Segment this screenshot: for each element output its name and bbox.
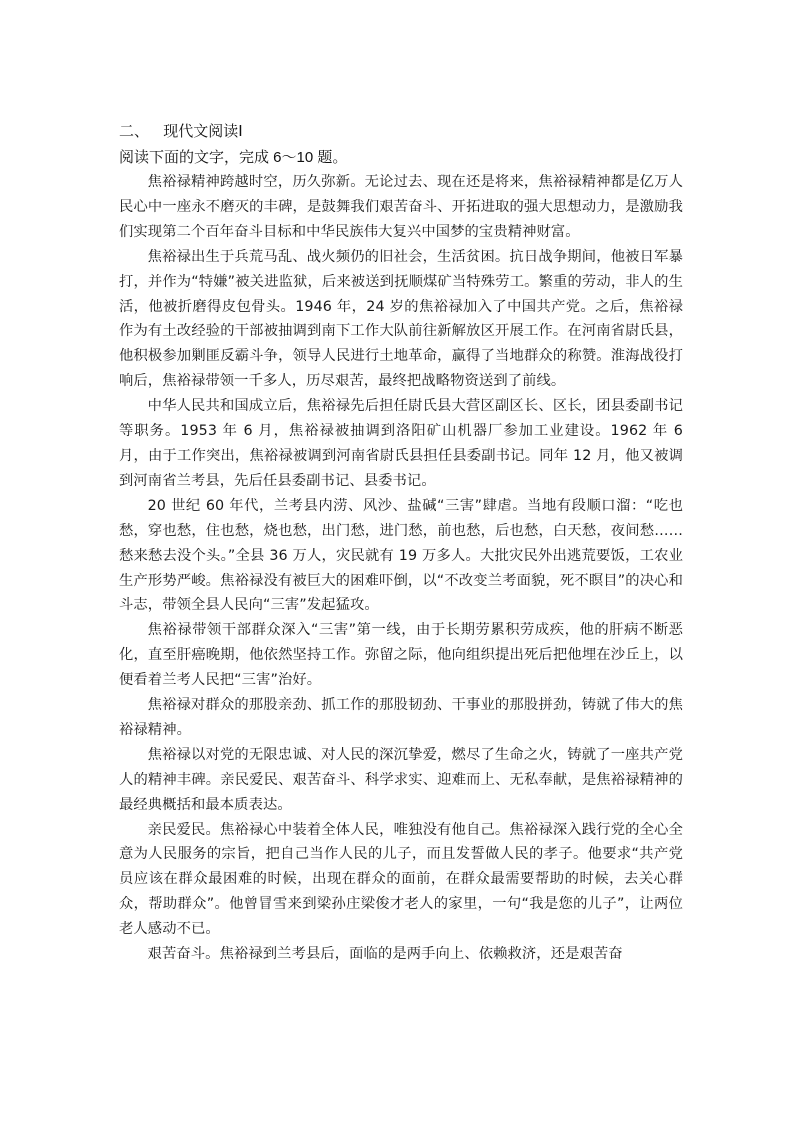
paragraph: 艰苦奋斗。焦裕禄到兰考县后，面临的是两手向上、依赖救济，还是艰苦奋 [147,946,623,963]
instruction-text: 阅读下面的文字，完成 6～10 题。 [119,149,348,166]
paragraph: 焦裕禄精神跨越时空，历久弥新。无论过去、现在还是将来，焦裕禄精神都是亿万人民心中一座永不磨灭的丰碑，是鼓舞我们艰苦奋斗、开拓进取的强大思想动力，是激励我们实现第二个百年奋斗目标和中华民族伟大复兴中国梦的宝贵精神财富。 [119,174,683,240]
section-title: 现代文阅读Ⅰ [163,123,243,140]
paragraph: 焦裕禄带领干部群众深入“三害”第一线，由于长期劳累积劳成疾，他的肝病不断恶化，直至肝癌晚期，他依然坚持工作。弥留之际，他向组织提出死后把他埋在沙丘上，以便看着兰考人民把“三害”治好。 [119,622,683,689]
document-page [119,120,683,967]
section-heading [119,120,683,144]
section-number: 二、 [119,123,150,140]
paragraph: 焦裕禄对群众的那股亲劲、抓工作的那股韧劲、干事业的那股拼劲，铸就了伟大的焦裕禄精神。 [119,697,683,738]
paragraph: 亲民爱民。焦裕禄心中装着全体人民，唯独没有他自己。焦裕禄深入践行党的全心全意为人民服务的宗旨，把自己当作人民的儿子，而且发誓做人民的孝子。他要求“共产党员应该在群众最困难的时候，出现在群众的面前，在群众最需要帮助的时候，去关心群众，帮助群众”。他曾冒雪来到梁孙庄梁俊才老人的家里，一句“我是您的儿子”，让两位老人感动不已。 [119,821,683,938]
paragraph: 焦裕禄以对党的无限忠诚、对人民的深沉挚爱，燃尽了生命之火，铸就了一座共产党人的精神丰碑。亲民爱民、艰苦奋斗、科学求实、迎难而上、无私奉献，是焦裕禄精神的最经典概括和最本质表达。 [119,746,683,813]
paragraph: 20 世纪 60 年代，兰考县内涝、风沙、盐碱“三害”肆虐。当地有段顺口溜：“吃也愁，穿也愁，住也愁，烧也愁，出门愁，进门愁，前也愁，后也愁，白天愁，夜间愁……愁来愁去没个头。”全县 36 万人，灾民就有 19 万多人。大批灾民外出逃荒要饭，工农业生产形势严峻。焦裕禄没有被巨大的困难吓倒，以“不改变兰考面貌，死不瞑目”的决心和斗志，带领全县人民向“三害”发起猛攻。 [119,497,683,614]
paragraph: 中华人民共和国成立后，焦裕禄先后担任尉氏县大营区副区长、区长，团县委副书记等职务。1953 年 6 月，焦裕禄被抽调到洛阳矿山机器厂参加工业建设。1962 年 6 月，由于工作突出，焦裕禄被调到河南省尉氏县担任县委副书记。同年 12 月，他又被调到河南省兰考县，先后任县委副书记、县委书记。 [119,398,683,489]
paragraph: 焦裕禄出生于兵荒马乱、战火频仍的旧社会，生活贫困。抗日战争期间，他被日军暴打，并作为“特嫌”被关进监狱，后来被送到抚顺煤矿当特殊劳工。繁重的劳动，非人的生活，他被折磨得皮包骨头。1946 年，24 岁的焦裕禄加入了中国共产党。之后，焦裕禄作为有土改经验的干部被抽调到南下工作大队前往新解放区开展工作。在河南省尉氏县，他积极参加剿匪反霸斗争，领导人民进行土地革命，赢得了当地群众的称赞。淮海战役打响后，焦裕禄带领一千多人，历尽艰苦，最终把战略物资送到了前线。 [119,248,683,390]
